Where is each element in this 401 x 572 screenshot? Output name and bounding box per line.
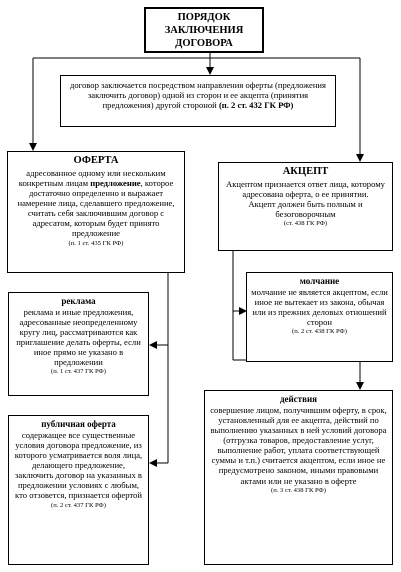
actions-box xyxy=(204,390,393,565)
silence-heading: молчание xyxy=(299,276,340,286)
acceptance-text-1: Акцептом признается ответ лица, которому адресована оферта, о ее принятии. xyxy=(226,178,385,199)
definition-box xyxy=(60,75,336,127)
offer-text-pre: адресованное одному или нескольким конкретным лицам xyxy=(18,167,166,188)
public-offer-box xyxy=(8,415,149,565)
offer-heading: ОФЕРТА xyxy=(73,155,119,166)
public-offer-text: содержащее все существенные условия договора предложение, из которого усматривается воля лица, делающего предложение, заключить договор на указанных в предложении условиях с любым, кто отзовется, признается офертой xyxy=(14,429,143,501)
offer-ref: (п. 1 ст. 435 ГК РФ) xyxy=(68,239,124,247)
actions-heading: действия xyxy=(279,394,318,404)
advertising-heading: реклама xyxy=(61,296,96,306)
advertising-text: реклама и иные предложения, адресованные неопределенному кругу лиц, рассматриваются как приглашение делать оферты, если иное прямо не указано в предложении xyxy=(16,306,141,368)
title-line-1: ПОРЯДОК xyxy=(177,12,231,23)
definition-ref: (п. 2 ст. 432 ГК РФ) xyxy=(218,100,294,111)
silence-box xyxy=(246,272,393,362)
title-box xyxy=(144,7,264,53)
acceptance-ref: (ст. 438 ГК РФ) xyxy=(283,220,328,228)
title-line-3: ДОГОВОРА xyxy=(175,37,233,49)
advertising-ref: (п. 1 ст. 437 ГК РФ) xyxy=(51,368,106,376)
actions-ref: (п. 3 ст. 438 ГК РФ) xyxy=(271,486,326,494)
offer-text-post: , которое достаточно определенно и выражает намерение лица, сделавшего предложение, считать себя заключившим договор с адресатом, которым будет принято предложение xyxy=(17,177,175,239)
actions-text: совершение лицом, получившим оферту, в срок, установленный для ее акцепта, действий по выполнению указанных в ней условий договора (отгрузка товаров, предоставление услуг, выполнение работ, уплата соответствующей суммы и т.п.) считается акцептом, если иное не предусмотрено законом, иными правовыми актами или не указано в оферте xyxy=(210,404,387,486)
offer-text-bold: предложение xyxy=(90,177,141,188)
acceptance-heading: АКЦЕПТ xyxy=(282,166,329,177)
silence-ref: (п. 2 ст. 438 ГК РФ) xyxy=(292,328,347,336)
public-offer-ref: (п. 2 ст. 437 ГК РФ) xyxy=(51,501,106,509)
advertising-box xyxy=(8,292,149,396)
silence-text: молчание не является акцептом, если иное не вытекает из закона, обычая или из прежних деловых отношений сторон xyxy=(251,286,388,328)
acceptance-box xyxy=(218,162,393,251)
definition-text: договор заключается посредством направления оферты (предложения заключить договор) одной из сторон и ее акцепта (принятия предложения) другой стороной xyxy=(70,80,326,111)
title-line-2: ЗАКЛЮЧЕНИЯ xyxy=(164,24,244,36)
offer-box xyxy=(7,151,185,273)
public-offer-heading: публичная оферта xyxy=(41,419,116,429)
acceptance-text-2: Акцепт должен быть полным и безоговорочным xyxy=(248,198,363,220)
